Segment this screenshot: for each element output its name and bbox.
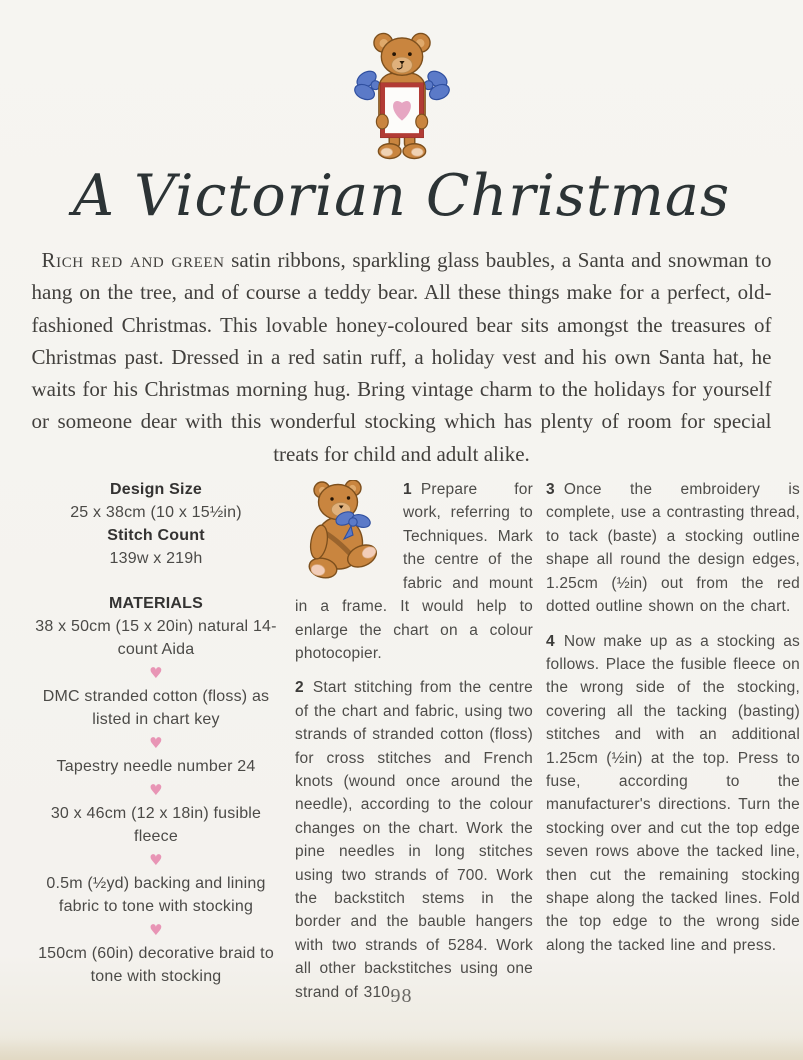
stitch-count-label: Stitch Count — [107, 527, 205, 545]
step-text: Once the embroidery is complete, use a contrasting thread, to tack (baste) a stocking outline shape all round the design edges, 1.25cm (½in) out from the red dotted outline shown on the chart. — [546, 481, 800, 616]
heart-divider-icon: ♥ — [149, 734, 163, 753]
step-number: 3 — [546, 481, 555, 499]
teddy-bear-sitting-icon — [295, 480, 397, 584]
heart-divider-icon: ♥ — [149, 664, 163, 683]
material-item: 38 x 50cm (15 x 20in) natural 14-count Aida — [35, 618, 277, 659]
heart-divider-icon: ♥ — [149, 851, 163, 870]
page-number: 98 — [390, 985, 413, 1007]
instructions-column-2 — [546, 478, 800, 1004]
step-3 — [546, 478, 800, 618]
instructions-column-1 — [295, 478, 533, 1004]
step-number: 1 — [403, 481, 412, 499]
intro-body-text: satin ribbons, sparkling glass baubles, a Santa and snowman to hang on the tree, and of course a teddy bear. All these things make for a perfect, old-fashioned Christmas. This lovable honey-coloured bear sits amongst the treasures of Christmas past. Dressed in a red satin ruff, a holiday vest and his own Santa hat, he waits for his Christmas morning hug. Bring vintage charm to the holidays for yourself or someone dear with this wonderful stocking which has plenty of room for special treats for child and adult alike. — [31, 248, 772, 466]
heart-divider-icon: ♥ — [149, 781, 163, 800]
content-columns — [30, 478, 800, 1004]
step-number: 4 — [546, 632, 555, 650]
material-item: 30 x 46cm (12 x 18in) fusible fleece — [50, 805, 262, 846]
materials-heading: MATERIALS — [109, 595, 203, 613]
material-item: 0.5m (½yd) backing and lining fabric to tone with stocking — [46, 875, 266, 916]
material-item: Tapestry needle number 24 — [56, 758, 256, 776]
material-item: 150cm (60in) decorative braid to tone with stocking — [38, 945, 274, 986]
materials-sidebar — [30, 478, 282, 1004]
intro-lead-smallcaps: Rich red and green — [41, 248, 225, 272]
heart-divider-icon: ♥ — [149, 921, 163, 940]
page-title: A Victorian Christmas — [72, 163, 731, 229]
intro-paragraph — [32, 244, 772, 470]
stitch-count-value: 139w x 219h — [109, 550, 203, 568]
teddy-bear-framed-heart-icon — [352, 30, 452, 160]
step-2 — [295, 676, 533, 1004]
teddy-bear-sitting-illustration — [295, 480, 397, 584]
teddy-bear-framed-heart-illustration — [352, 0, 452, 160]
step-text: Start stitching from the centre of the chart and fabric, using two strands of stranded cotton (floss) for cross stitches and French knots (wound once around the needle), according to the colour changes on the chart. Work the pine needles in long stitches using two strands of 700. Work the backstitch stems in the border and the bauble hangers with two strands of 5284. Work all other backstitches using one strand of 310. — [295, 679, 533, 1001]
step-4 — [546, 630, 800, 958]
design-size-value: 25 x 38cm (10 x 15½in) — [70, 504, 242, 522]
step-text: Now make up as a stocking as follows. Place the fusible fleece on the wrong side of the stocking, covering all the tacking (basting) stitches and with an additional 1.25cm (½in) at the top. Press to fuse, according to the manufacturer's directions. Turn the stocking over and cut the top edge seven rows above the tacked line, then cut the remaining stocking shape along the tacked lines. Fold the top edge to the wrong side along the tacked line and press. — [546, 632, 800, 954]
step-1 — [295, 478, 533, 665]
step-text: Prepare for work, referring to Techniques. Mark the centre of the fabric and mount in a frame. It would help to enlarge the chart on a colour photocopier. — [295, 481, 533, 662]
design-size-label: Design Size — [109, 481, 202, 499]
step-number: 2 — [295, 679, 304, 697]
material-item: DMC stranded cotton (floss) as listed in chart key — [42, 688, 270, 729]
